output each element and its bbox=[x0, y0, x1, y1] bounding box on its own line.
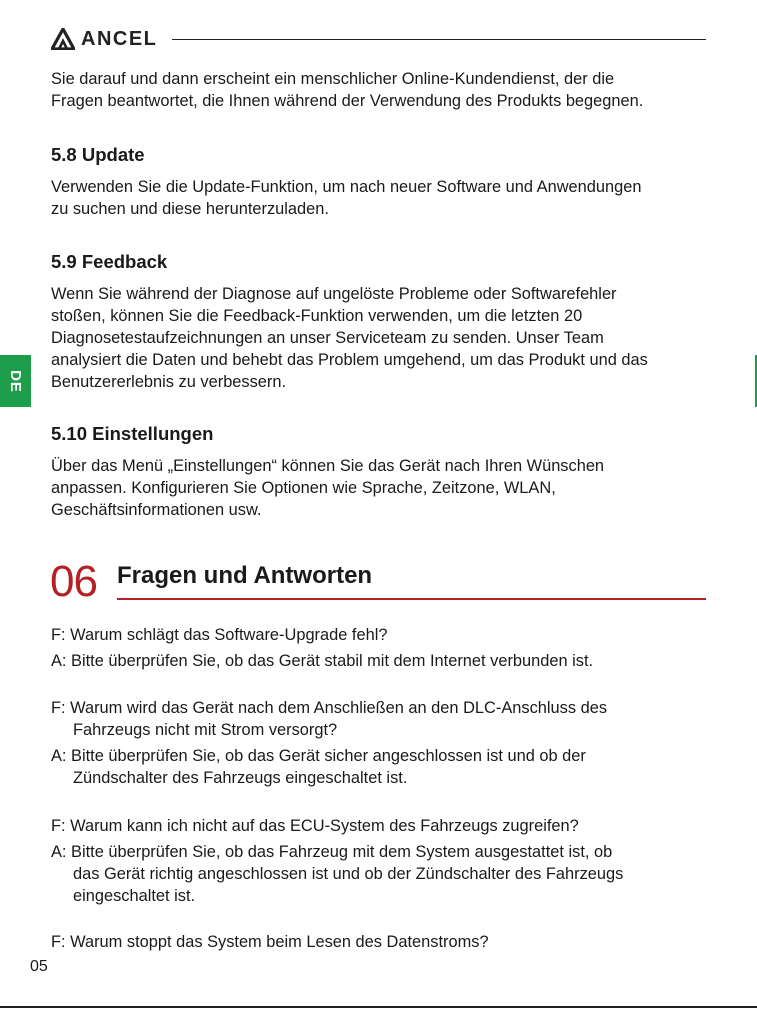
text-line: Benutzererlebnis zu verbessern. bbox=[51, 373, 287, 391]
faq-question: F: Warum schlägt das Software-Upgrade fehl? bbox=[51, 626, 388, 644]
ancel-logo bbox=[51, 28, 157, 50]
text-line: Fragen beantwortet, die Ihnen während der Verwendung des Produkts begegnen. bbox=[51, 92, 644, 110]
ancel-logo-icon bbox=[51, 28, 75, 50]
text-line: Geschäftsinformationen usw. bbox=[51, 501, 262, 519]
chapter-divider bbox=[117, 598, 706, 600]
text-line: Diagnosetestaufzeichnungen an unser Serviceteam zu senden. Unser Team bbox=[51, 329, 604, 347]
section-paragraph-settings bbox=[51, 455, 711, 521]
faq-answer: A: Bitte überprüfen Sie, ob das Gerät stabil mit dem Internet verbunden ist. bbox=[51, 652, 594, 670]
text-line: anpassen. Konfigurieren Sie Optionen wie Sprache, Zeitzone, WLAN, bbox=[51, 479, 556, 497]
chapter-number: 06 bbox=[50, 557, 97, 606]
faq-answer-cont: das Gerät richtig angeschlossen ist und ob der Zündschalter des Fahrzeugs bbox=[73, 865, 624, 883]
faq-item bbox=[51, 815, 711, 907]
language-tab bbox=[0, 355, 31, 407]
text-line: Über das Menü „Einstellungen“ können Sie das Gerät nach Ihren Wünschen bbox=[51, 457, 605, 475]
language-tab-label: DE bbox=[7, 369, 24, 393]
faq-question: F: Warum wird das Gerät nach dem Anschließen an den DLC-Anschluss des bbox=[51, 699, 608, 717]
section-heading-feedback: 5.9 Feedback bbox=[51, 251, 168, 272]
chapter-title: Fragen und Antworten bbox=[117, 562, 373, 589]
text-line: zu suchen und diese herunterzuladen. bbox=[51, 200, 329, 218]
section-paragraph-feedback bbox=[51, 283, 711, 393]
intro-paragraph bbox=[51, 68, 711, 112]
section-paragraph-update bbox=[51, 176, 711, 220]
header-divider bbox=[172, 39, 706, 40]
section-heading-settings: 5.10 Einstellungen bbox=[51, 423, 214, 444]
brand-name: ANCEL bbox=[81, 28, 158, 50]
text-line: Wenn Sie während der Diagnose auf ungelöste Probleme oder Softwarefehler bbox=[51, 285, 617, 303]
faq-item bbox=[51, 697, 711, 789]
faq-answer: A: Bitte überprüfen Sie, ob das Fahrzeug mit dem System ausgestattet ist, ob bbox=[51, 843, 613, 861]
text-line: analysiert die Daten und behebt das Problem umgehend, um das Produkt und das bbox=[51, 351, 648, 369]
faq-question: F: Warum kann ich nicht auf das ECU-System des Fahrzeugs zugreifen? bbox=[51, 817, 579, 835]
faq-answer: A: Bitte überprüfen Sie, ob das Gerät sicher angeschlossen ist und ob der bbox=[51, 747, 586, 765]
faq-answer-cont: eingeschaltet ist. bbox=[73, 887, 196, 905]
faq-question: F: Warum stoppt das System beim Lesen des Datenstroms? bbox=[51, 933, 489, 951]
text-line: Sie darauf und dann erscheint ein menschlicher Online-Kundendienst, der die bbox=[51, 70, 615, 88]
text-line: Verwenden Sie die Update-Funktion, um nach neuer Software und Anwendungen bbox=[51, 178, 642, 196]
faq-question-cont: Fahrzeugs nicht mit Strom versorgt? bbox=[73, 721, 338, 739]
faq-answer-cont: Zündschalter des Fahrzeugs eingeschaltet ist. bbox=[73, 769, 408, 787]
footer-divider bbox=[0, 1006, 757, 1008]
section-heading-update: 5.8 Update bbox=[51, 144, 145, 165]
faq-item bbox=[51, 624, 711, 672]
page-number: 05 bbox=[30, 958, 48, 975]
faq-item bbox=[51, 931, 711, 953]
text-line: stoßen, können Sie die Feedback-Funktion verwenden, um die letzten 20 bbox=[51, 307, 583, 325]
